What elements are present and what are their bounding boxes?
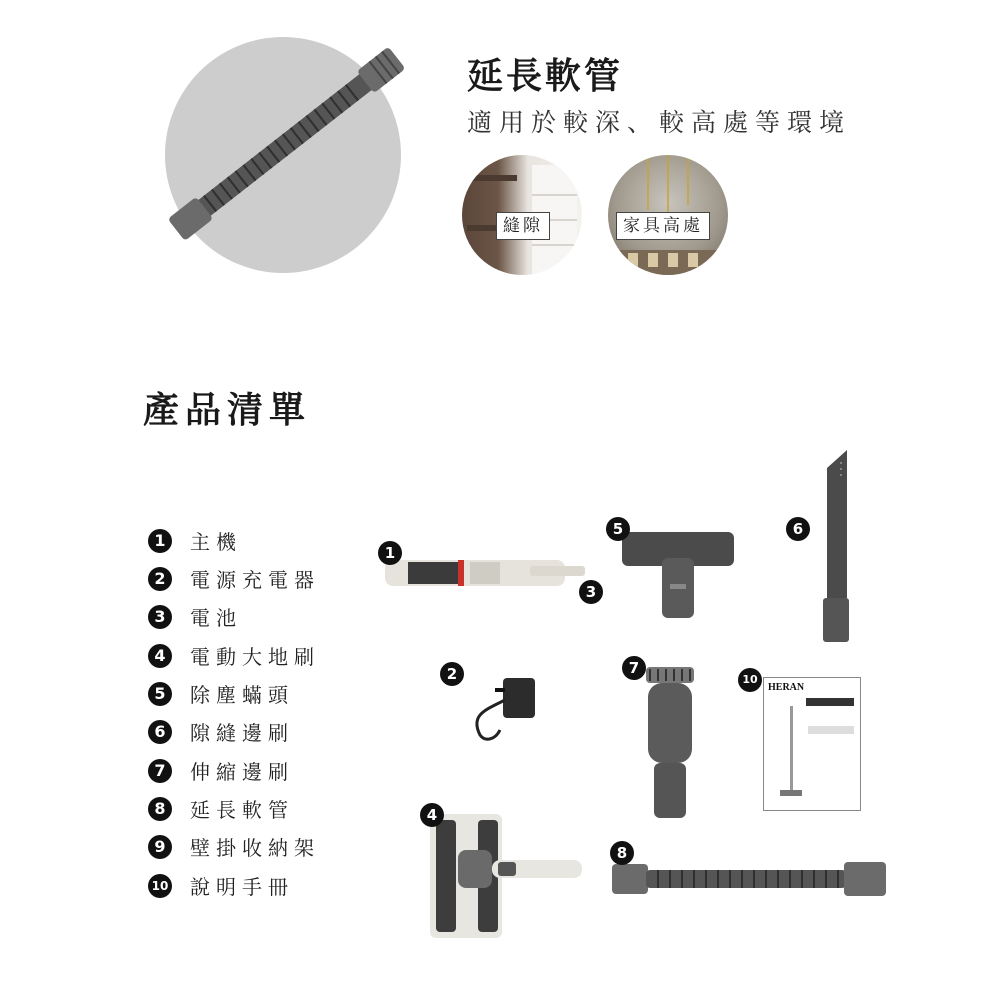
- main-unit-image: [380, 548, 590, 598]
- item-label: 電源充電器: [190, 568, 320, 592]
- hero-subtitle: 適用於較深、較高處等環境: [467, 108, 852, 137]
- dust-mite-head-image: [620, 528, 736, 620]
- charger-image: [465, 660, 540, 745]
- item-number-badge: 4: [148, 644, 172, 668]
- item-label: 電池: [190, 606, 242, 630]
- item-number-badge: 3: [148, 605, 172, 629]
- item-label: 說明手冊: [190, 875, 294, 899]
- item-number-badge: 6: [148, 720, 172, 744]
- list-item: [148, 564, 320, 594]
- item-number-badge: 5: [148, 682, 172, 706]
- product-list-title: 產品清單: [143, 390, 312, 431]
- item-label: 主機: [190, 530, 242, 554]
- manual-brand-logo: HERAN: [768, 682, 805, 693]
- item-label: 延長軟管: [190, 798, 294, 822]
- hero-title: 延長軟管: [467, 56, 624, 97]
- figure-tag: 2: [440, 662, 464, 686]
- scene-gap-label: 縫隙: [496, 212, 550, 240]
- item-number-badge: 9: [148, 835, 172, 859]
- list-item: [148, 794, 294, 824]
- item-label: 壁掛收納架: [190, 836, 320, 860]
- extension-hose-image: [150, 40, 420, 250]
- item-number-badge: 8: [148, 797, 172, 821]
- list-item: [148, 832, 320, 862]
- item-number-badge: 7: [148, 759, 172, 783]
- list-item: [148, 641, 320, 671]
- list-item: [148, 717, 294, 747]
- telescopic-edge-brush-image: [640, 665, 700, 820]
- item-label: 伸縮邊刷: [190, 760, 294, 784]
- list-item: [148, 871, 294, 901]
- figure-tag: 7: [622, 656, 646, 680]
- item-number-badge: 1: [148, 529, 172, 553]
- item-label: 隙縫邊刷: [190, 721, 294, 745]
- list-item: [148, 526, 242, 556]
- list-item: [148, 679, 294, 709]
- figure-tag: 6: [786, 517, 810, 541]
- list-item: [148, 756, 294, 786]
- list-item: [148, 602, 242, 632]
- manual-image: [763, 677, 861, 811]
- figure-tag: 4: [420, 803, 444, 827]
- figure-tag: 10: [738, 668, 762, 692]
- item-label: 電動大地刷: [190, 645, 320, 669]
- scene-furniture-label: 家具高處: [616, 212, 710, 240]
- figure-tag: 1: [378, 541, 402, 565]
- figure-tag: 3: [579, 580, 603, 604]
- item-label: 除塵蟎頭: [190, 683, 294, 707]
- figure-tag: 5: [606, 517, 630, 541]
- item-number-badge: 2: [148, 567, 172, 591]
- item-number-badge: 10: [148, 874, 172, 898]
- extension-hose-bottom-image: [610, 858, 888, 900]
- power-floor-brush-image: [428, 812, 588, 940]
- figure-tag: 8: [610, 841, 634, 865]
- crevice-tool-image: [815, 448, 855, 643]
